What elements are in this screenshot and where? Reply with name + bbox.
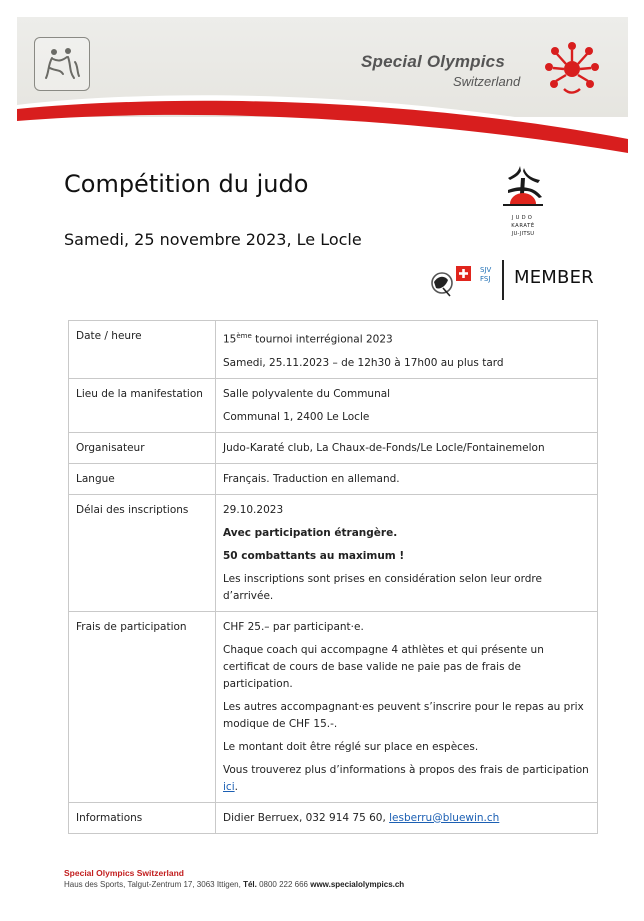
sjv-label: SJV — [480, 266, 492, 274]
judo-logo-line1: JUDO — [511, 215, 535, 221]
coach-fee-note: Chaque coach qui accompagne 4 athlètes et qui présente un certificat de cours de base valide ne paie pas de frais de participation. — [223, 643, 544, 690]
judo-karate-logo-icon — [498, 164, 548, 250]
footer-contact-line — [64, 880, 404, 889]
judo-logo-line2: KARATÉ — [511, 223, 535, 229]
table-row-deadline — [69, 494, 598, 611]
row-value — [216, 802, 598, 833]
foreign-participation: Avec participation étrangère. — [223, 526, 398, 539]
row-value — [216, 321, 598, 379]
special-olympics-logo-icon — [542, 39, 602, 99]
deadline-date: 29.10.2023 — [223, 503, 284, 516]
venue-address: Communal 1, 2400 Le Locle — [223, 410, 370, 423]
sjv-abbreviation — [480, 266, 491, 284]
organizer-value: Judo-Karaté club, La Chaux-de-Fonds/Le Locle/Fontainemelon — [216, 432, 598, 463]
venue-name: Salle polyvalente du Communal — [223, 387, 391, 400]
contact-person: Didier Berruex, 032 914 75 60, — [223, 811, 390, 824]
event-ordinal-suffix: ème — [236, 332, 252, 340]
footer-address: Haus des Sports, Talgut-Zentrum 17, 3063 Ittigen, — [64, 880, 244, 889]
row-label: Organisateur — [69, 432, 216, 463]
row-label: Délai des inscriptions — [69, 494, 216, 611]
registration-order: Les inscriptions sont prises en considération selon leur ordre d’arrivée. — [223, 572, 542, 602]
row-value — [216, 378, 598, 432]
fee-info-link[interactable]: ici — [223, 780, 235, 793]
payment-note: Le montant doit être réglé sur place en espèces. — [223, 740, 479, 753]
footer-org-name: Special Olympics Switzerland — [64, 868, 184, 878]
member-divider — [502, 260, 504, 300]
companion-fee-note: Les autres accompagnant·es peuvent s’inscrire pour le repas au prix modique de CHF 15.-. — [223, 700, 584, 730]
footer-phone-label: Tél. — [243, 880, 257, 889]
member-label: MEMBER — [514, 267, 594, 288]
row-label: Informations — [69, 802, 216, 833]
sjv-member-badge — [428, 258, 598, 302]
red-swoosh — [17, 17, 628, 157]
row-label: Langue — [69, 463, 216, 494]
judoka-emblem-icon — [428, 258, 480, 302]
language-value: Français. Traduction en allemand. — [216, 463, 598, 494]
table-row-organizer — [69, 432, 598, 463]
table-row-fees — [69, 611, 598, 802]
event-time: Samedi, 25.11.2023 – de 12h30 à 17h00 au plus tard — [223, 356, 504, 369]
fee-more-info — [223, 762, 590, 796]
page-subtitle: Samedi, 25 novembre 2023, Le Locle — [64, 230, 362, 249]
row-label: Date / heure — [69, 321, 216, 379]
footer-website: www.specialolympics.ch — [310, 880, 405, 889]
letterhead — [17, 17, 628, 157]
event-info-table — [68, 320, 598, 834]
table-row-date — [69, 321, 598, 379]
table-row-venue — [69, 378, 598, 432]
contact-email-link[interactable]: lesberru@bluewin.ch — [389, 811, 500, 824]
table-row-info — [69, 802, 598, 833]
judo-logo-line3: JU-JITSU — [511, 231, 535, 237]
page-title: Compétition du judo — [64, 170, 309, 198]
row-value — [216, 494, 598, 611]
row-value — [216, 611, 598, 802]
fsj-label: FSJ — [480, 275, 491, 283]
fee-amount: CHF 25.– par participant·e. — [223, 620, 364, 633]
brand-subtitle: Switzerland — [453, 74, 521, 89]
footer-phone: 0800 222 666 — [256, 880, 311, 889]
fee-more-period: . — [234, 780, 238, 793]
event-name — [223, 328, 590, 349]
brand-title: Special Olympics — [361, 52, 505, 71]
fee-more-text: Vous trouverez plus d’informations à propos des frais de participation — [223, 763, 589, 776]
table-row-language — [69, 463, 598, 494]
row-label: Frais de participation — [69, 611, 216, 802]
event-title: tournoi interrégional 2023 — [251, 333, 393, 346]
max-participants: 50 combattants au maximum ! — [223, 549, 405, 562]
row-label: Lieu de la manifestation — [69, 378, 216, 432]
judo-sport-icon — [34, 37, 90, 91]
event-ordinal: 15 — [223, 333, 237, 346]
